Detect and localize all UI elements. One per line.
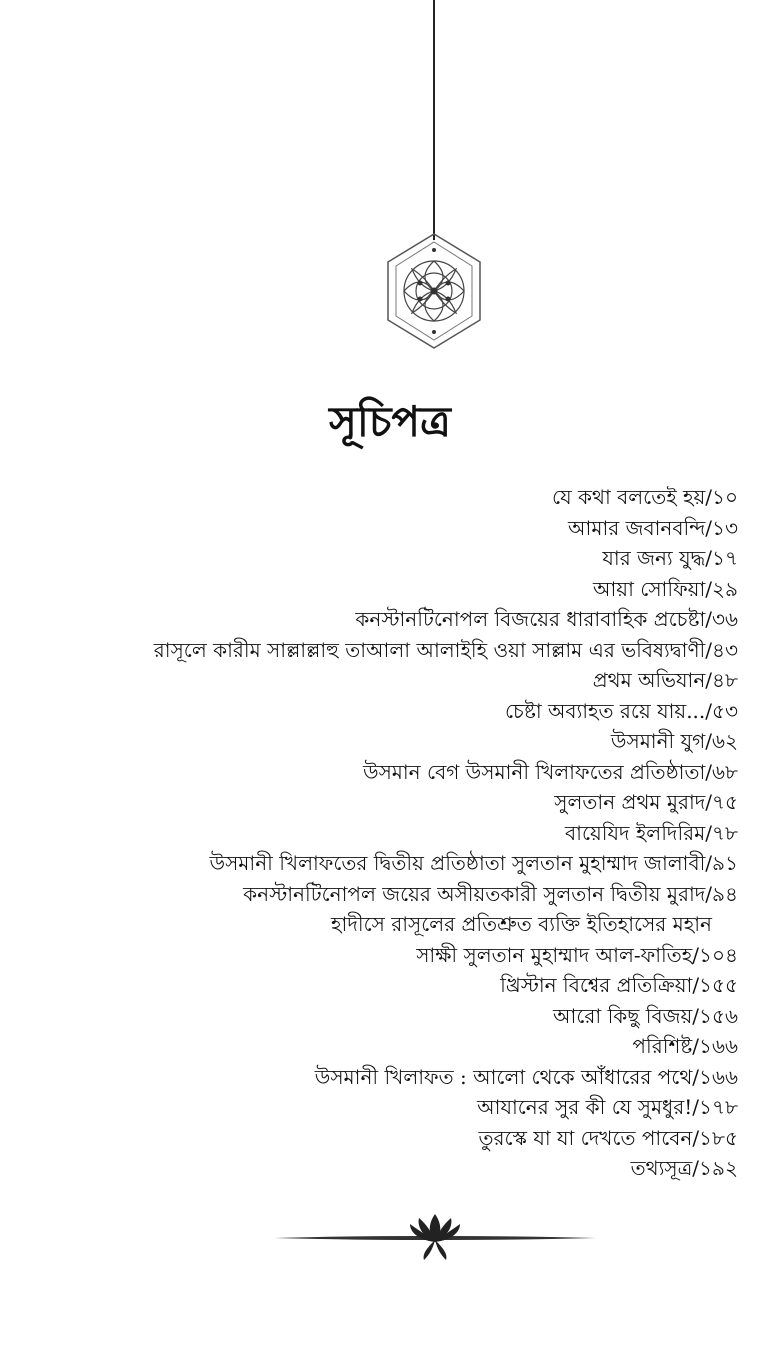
toc-item: যে কথা বলতেই হয়/১০	[552, 485, 738, 509]
toc-item: উসমান বেগ উসমানী খিলাফতের প্রতিষ্ঠাতা/৬৮	[362, 759, 738, 784]
toc-item: প্রথম অভিযান/৪৮	[592, 668, 738, 692]
toc-item: খ্রিস্টান বিশ্বের প্রতিক্রিয়া/১৫৫	[500, 973, 738, 997]
toc-item: আয়া সোফিয়া/২৯	[592, 576, 738, 601]
toc-item: তুরস্কে যা যা দেখতে পাবেন/১৮৫	[478, 1125, 738, 1150]
lotus-divider-icon	[272, 1206, 598, 1262]
toc-item-continued: হাদীসে রাসূলের প্রতিশ্রুত ব্যক্তি ইতিহাসের মহান	[331, 912, 712, 936]
toc-item: পরিশিষ্ট/১৬৬	[632, 1034, 738, 1058]
toc-item: কনস্টানটিনোপল জয়ের অসীয়তকারী সুলতান দ্বিতীয় মুরাদ/৯৪	[243, 881, 738, 906]
toc-item: উসমানী খিলাফত : আলো থেকে আঁধারের পথে/১৬৬	[314, 1064, 738, 1089]
hanging-arabesque-ornament-icon	[384, 232, 484, 350]
toc-item: যার জন্য যুদ্ধ/১৭	[602, 546, 738, 570]
hanging-cord	[433, 0, 435, 240]
toc-item: আরো কিছু বিজয়/১৫৬	[553, 1003, 738, 1028]
toc-item: সুলতান প্রথম মুরাদ/৭৫	[554, 790, 738, 814]
toc-item: উসমানী যুগ/৬২	[610, 729, 738, 753]
toc-item: উসমানী খিলাফতের দ্বিতীয় প্রতিষ্ঠাতা সুলতান মুহাম্মাদ জালাবী/৯১	[209, 851, 738, 875]
page-title: সূচিপত্র	[329, 397, 451, 446]
toc-item: সাক্ষী সুলতান মুহাম্মাদ আল-ফাতিহ/১০৪	[416, 942, 738, 967]
toc-item: আযানের সুর কী যে সুমধুর!/১৭৮	[477, 1095, 738, 1119]
toc-item: রাসূলে কারীম সাল্লাল্লাহু তাআলা আলাইহি ওয়া সাল্লাম এর ভবিষ্যদ্বাণী/৪৩	[153, 637, 738, 662]
toc-item: আমার জবানবন্দি/১৩	[568, 515, 738, 540]
toc-item: বায়েযিদ ইলদিরিম/৭৮	[565, 820, 738, 845]
toc-item: কনস্টানটিনোপল বিজয়ের ধারাবাহিক প্রচেষ্টা/৩৬	[355, 607, 738, 631]
table-of-contents	[38, 482, 738, 1184]
toc-item: চেষ্টা অব্যাহত রয়ে যায়.../৫৩	[504, 698, 738, 723]
toc-item: তথ্যসূত্র/১৯২	[630, 1156, 738, 1180]
